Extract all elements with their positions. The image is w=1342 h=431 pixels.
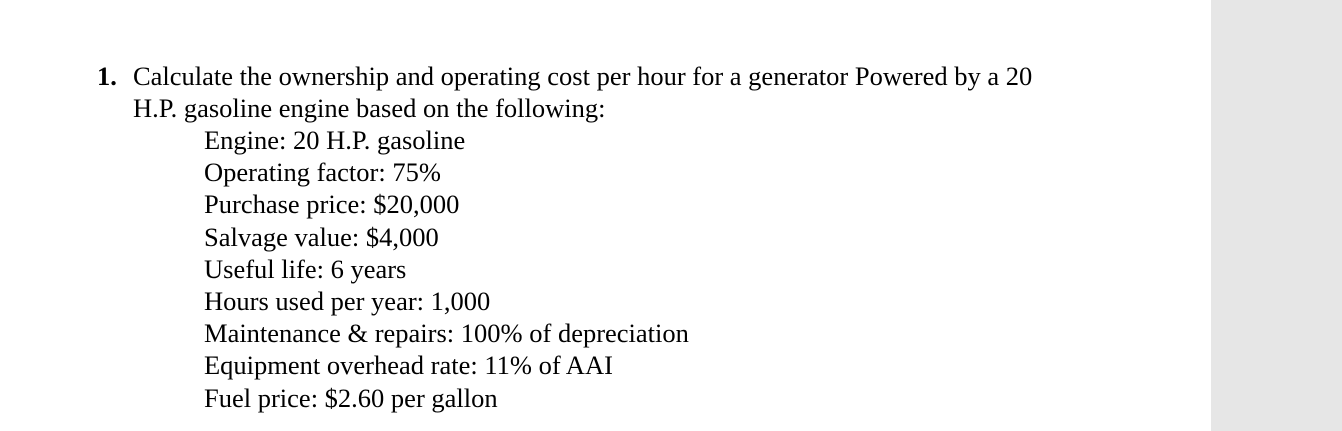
question-text-line-1: Calculate the ownership and operating cost per hour for a generator Powered by a 20 <box>133 61 1033 91</box>
given-engine: Engine: 20 H.P. gasoline <box>204 125 466 155</box>
given-purchase-price: Purchase price: $20,000 <box>204 189 460 220</box>
given-fuel-price: Fuel price: $2.60 per gallon <box>204 382 498 413</box>
given-overhead-rate: Equipment overhead rate: 11% of AAI <box>204 350 613 381</box>
given-hours-per-year: Hours used per year: 1,000 <box>204 286 491 317</box>
question-number: 1. <box>97 61 117 91</box>
given-useful-life: Useful life: 6 years <box>204 253 407 284</box>
given-operating-factor: Operating factor: 75% <box>204 157 441 188</box>
question-first-line <box>97 60 1177 92</box>
given-salvage-value: Salvage value: $4,000 <box>204 221 439 252</box>
question-block <box>97 60 1177 124</box>
given-data-list <box>204 124 689 414</box>
question-text-line-2: H.P. gasoline engine based on the following: <box>133 93 606 123</box>
side-gutter <box>1211 0 1342 431</box>
given-maintenance-repairs: Maintenance & repairs: 100% of depreciation <box>204 318 689 349</box>
